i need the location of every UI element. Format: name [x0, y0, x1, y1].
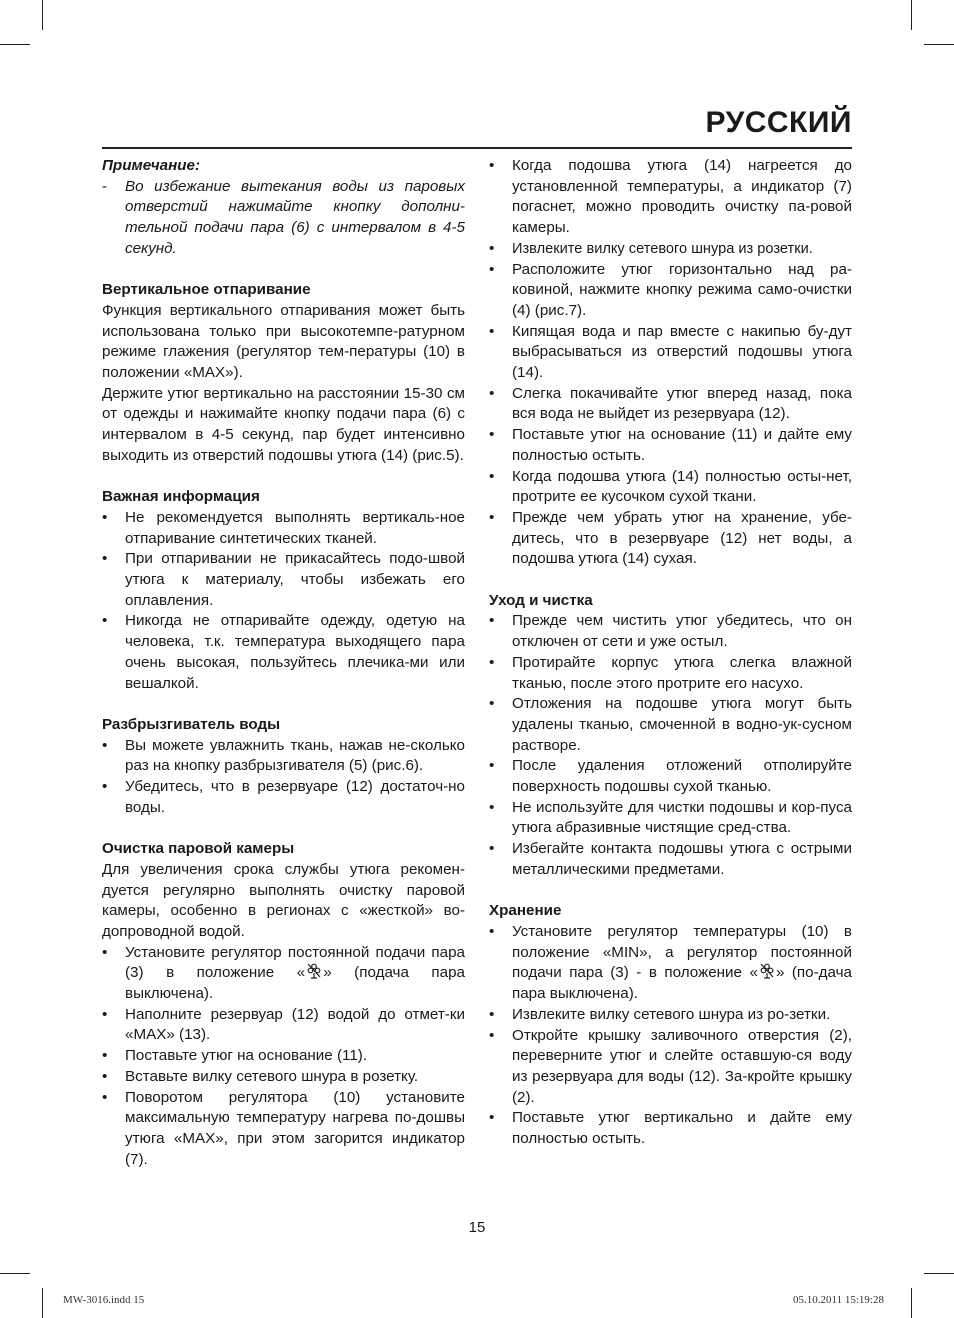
page-title: РУССКИЙ	[705, 106, 852, 139]
text-before-icon: Установите регулятор температуры (10) в положение «MIN», а регулятор постоянной подачи пара (3) - в положение «	[512, 922, 852, 982]
steam-chamber-intro: Для увеличения срока службы утюга рекомен-дуется регулярно выполнять очистку паровой камеры, особенно в регионах с «жесткой» во-допроводной водой.	[102, 860, 465, 940]
steam-chamber-cleaning-heading: Очистка паровой камеры	[102, 840, 295, 858]
note-heading: Примечание:	[102, 157, 201, 174]
list-item-text: Вставьте вилку сетевого шнура в розетку.	[125, 1067, 419, 1085]
bullet-marker: •	[489, 508, 495, 526]
list-item-text: Кипящая вода и пар вместе с накипью бу-дут выбрасываться из отверстий подошвы утюга (14).	[512, 322, 852, 382]
bullet-marker: •	[102, 1088, 108, 1106]
note-text: Во избежание вытекания воды из паровых отверстий нажимайте кнопку дополни-тельной подачи пара (6) с интервалом в 4-5 секунд.	[125, 177, 465, 257]
list-item-text: Поворотом регулятора (10) установите максимальную температуру нагрева по-дошвы утюга «MAX», при этом загорится индикатор (7).	[125, 1088, 465, 1168]
text-after-icon: » (по-дача пара выключена).	[512, 964, 852, 1003]
list-item	[102, 1046, 465, 1067]
bullet-marker: •	[489, 653, 495, 671]
list-item-text: Извлеките вилку сетевого шнура из ро-зетки.	[512, 1005, 831, 1023]
crop-mark	[0, 44, 30, 45]
care-cleaning-heading: Уход и чистка	[489, 591, 593, 609]
list-item	[489, 322, 852, 384]
list-item-text: Расположите утюг горизонтально над ра-ковиной, нажмите кнопку режима само-очистки (4) (рис.7).	[512, 260, 852, 319]
list-item-text: Поставьте утюг на основание (11) и дайте ему полностью остыть.	[512, 426, 852, 464]
bullet-marker: •	[489, 1005, 495, 1023]
sprayer-heading: Разбрызгиватель воды	[102, 715, 281, 733]
list-item-text: Никогда не отпаривайте одежду, одетую на человека, т.к. температура выходящего пара очень высокая, пользуйтесь плечика-ми или вешалкой.	[125, 612, 465, 692]
list-item	[102, 943, 465, 1005]
text-before-icon: Установите регулятор постоянной подачи пара (3) в положение «	[125, 943, 465, 982]
vertical-steam-paragraph: Функция вертикального отпаривания может быть использована только при высокотемпе-ратурном режиме глажения (регулятор тем-пературы (10) в положении «MAX»).	[102, 301, 465, 382]
text-after-icon: » (подача пара выключена).	[125, 964, 465, 1003]
bullet-marker: •	[489, 322, 495, 340]
list-item	[489, 508, 852, 570]
crop-mark	[924, 1273, 954, 1274]
bullet-marker: •	[102, 1067, 108, 1085]
note-item	[102, 177, 465, 260]
bullet-marker: •	[489, 260, 495, 278]
dash-marker: -	[102, 177, 108, 195]
storage-heading: Хранение	[489, 902, 562, 920]
list-item-text: Отложения на подошве утюга могут быть удалены тканью, смоченной в водно-ук-сусном растворе.	[512, 695, 852, 754]
bullet-marker: •	[489, 695, 495, 713]
list-item	[489, 611, 852, 652]
list-item-text: Избегайте контакта подошвы утюга с острыми металлическими предметами.	[512, 840, 852, 878]
crop-mark	[911, 1288, 912, 1318]
bullet-marker: •	[102, 736, 108, 754]
list-item	[489, 467, 852, 508]
steam-off-icon	[759, 963, 775, 980]
list-item	[489, 922, 852, 1005]
list-item	[102, 611, 465, 694]
bullet-marker: •	[489, 239, 495, 257]
header-rule	[102, 147, 852, 149]
list-item-text: Когда подошва утюга (14) нагреется до установленной температуры, а индикатор (7) погаснет, можно проводить очистку па-ровой камеры.	[512, 157, 852, 237]
list-item-text: Поставьте утюг вертикально и дайте ему полностью остыть.	[512, 1109, 852, 1148]
list-item-text: Наполните резервуар (12) водой до отмет-ки «MAX» (13).	[125, 1005, 465, 1044]
right-column	[489, 156, 852, 1150]
bullet-marker: •	[102, 1047, 108, 1065]
bullet-marker: •	[489, 840, 495, 858]
list-item	[102, 777, 465, 818]
list-item-text: При отпаривании не прикасайтесь подо-швой утюга к материалу, чтобы избежать его оплавления.	[125, 550, 465, 609]
crop-mark	[42, 1288, 43, 1318]
bullet-marker: •	[489, 426, 495, 444]
important-info-heading: Важная информация	[102, 488, 260, 506]
bullet-marker: •	[102, 508, 108, 526]
list-item-text: Прежде чем чистить утюг убедитесь, что он отключен от сети и уже остыл.	[512, 612, 852, 651]
list-item-text: Вы можете увлажнить ткань, нажав не-сколько раз на кнопку разбрызгивателя (5) (рис.6).	[125, 736, 465, 775]
bullet-marker: •	[489, 157, 495, 174]
list-item	[489, 239, 852, 260]
list-item	[102, 1088, 465, 1171]
list-item	[489, 425, 852, 466]
vertical-steam-paragraph: Держите утюг вертикально на расстоянии 15-30 см от одежды и нажимайте кнопку подачи пара (6) с интервалом в 4-5 секунд, пар будет интенсивно выходить из отверстий подошвы утюга (14) (рис.5).	[102, 384, 465, 464]
footer-file: MW-3016.indd 15	[63, 1294, 145, 1306]
bullet-marker: •	[489, 757, 495, 775]
bullet-marker: •	[489, 384, 495, 402]
list-item-text: Когда подошва утюга (14) полностью осты-нет, протрите ее кусочком сухой ткани.	[512, 467, 852, 506]
page-number: 15	[468, 1219, 486, 1236]
list-item-text: После удаления отложений отполируйте поверхность подошвы сухой тканью.	[512, 757, 852, 796]
list-item-text: Поставьте утюг на основание (11).	[125, 1047, 368, 1065]
crop-mark	[911, 0, 912, 30]
bullet-marker: •	[102, 1005, 108, 1023]
bullet-marker: •	[489, 1026, 495, 1044]
list-item-text: Откройте крышку заливочного отверстия (2), переверните утюг и слейте оставшую-ся воду из резервуара для воды (12). За-кройте крышку (2).	[512, 1026, 852, 1106]
bullet-marker: •	[489, 612, 495, 630]
bullet-marker: •	[102, 943, 108, 961]
list-item	[489, 384, 852, 425]
list-item	[489, 1108, 852, 1149]
list-item	[489, 1005, 852, 1026]
list-item	[102, 508, 465, 549]
list-item	[489, 653, 852, 694]
list-item	[102, 736, 465, 777]
steam-off-icon	[306, 963, 322, 980]
list-item-text: Убедитесь, что в резервуаре (12) достаточ-но воды.	[125, 778, 465, 816]
list-item	[489, 694, 852, 756]
bullet-marker: •	[489, 467, 495, 485]
bullet-marker: •	[489, 1109, 495, 1127]
list-item-text: Прежде чем убрать утюг на хранение, убе-дитесь, что в резервуаре (12) нет воды, а подошва утюга (14) сухая.	[512, 508, 852, 568]
list-item	[489, 756, 852, 797]
list-item	[102, 1005, 465, 1046]
crop-mark	[42, 0, 43, 30]
list-item	[489, 156, 852, 239]
vertical-steam-heading: Вертикальное отпаривание	[102, 281, 311, 299]
list-item-text: Не используйте для чистки подошвы и кор-пуса утюга абразивные чистящие сред-ства.	[512, 798, 852, 837]
list-item	[489, 798, 852, 839]
bullet-marker: •	[489, 798, 495, 816]
list-item-text: Не рекомендуется выполнять вертикаль-ное отпаривание синтетических тканей.	[125, 508, 465, 547]
list-item-text	[512, 922, 852, 1005]
list-item-text	[125, 943, 465, 1005]
crop-mark	[924, 44, 954, 45]
list-item	[102, 549, 465, 611]
list-item	[489, 260, 852, 322]
list-item	[489, 839, 852, 880]
bullet-marker: •	[102, 550, 108, 568]
bullet-marker: •	[102, 612, 108, 630]
left-column	[102, 156, 465, 1170]
list-item-text: Слегка покачивайте утюг вперед назад, пока вся вода не выйдет из резервуара (12).	[512, 384, 852, 423]
list-item	[102, 1067, 465, 1088]
list-item	[489, 1026, 852, 1109]
list-item-text: Протирайте корпус утюга слегка влажной тканью, после этого протрите его насухо.	[512, 653, 852, 692]
bullet-marker: •	[102, 778, 108, 796]
bullet-marker: •	[489, 922, 495, 940]
footer-datetime: 05.10.2011 15:19:28	[793, 1294, 884, 1306]
list-item-text: Извлеките вилку сетевого шнура из розетки.	[512, 240, 813, 257]
crop-mark	[0, 1273, 30, 1274]
